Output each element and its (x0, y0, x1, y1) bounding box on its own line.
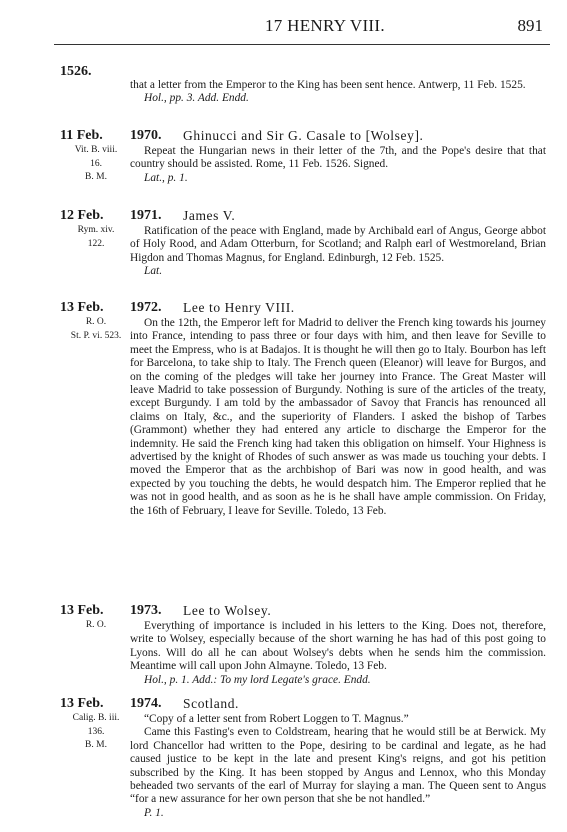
running-title: 17 HENRY VIII. (265, 16, 385, 35)
source-ref: Calig. B. iii. (72, 713, 120, 723)
source-ref: B. M. (85, 740, 107, 750)
entry-meta: Hol., pp. 3. Add. Endd. (144, 92, 249, 105)
entry-paragraph: Everything of importance is included in his letters to the King. Does not, therefore, write to Wolsey, especially because of the short warning he has had of this post going to Lyons. Will do all he can about Wolsey's debts when he sends him the commission. Meantime will call upon John Almayne. Toledo, 13 Feb. (130, 620, 546, 673)
source-ref: 136. (87, 726, 105, 737)
entry-body (130, 620, 546, 687)
entry-meta: Hol., p. 1. Add.: To my lord Legate's grace. Endd. (144, 673, 371, 686)
entry-heading: Scotland. (183, 696, 240, 711)
entry-heading: James V. (183, 208, 236, 223)
entry-paragraph: “Copy of a letter sent from Robert Loggen to T. Magnus.” (144, 713, 409, 725)
entry-body (130, 145, 546, 185)
source-ref: R. O. (85, 620, 107, 630)
entry-paragraph: Came this Fasting's even to Coldstream, hearing that he would still be at Berwick. My lord Chancellor had written to the Pope, desiring to be cardinal and legate, as he had caused justice to be kept in the late and present King's reigns, and got his petition subscribed by the King. It has been stopped by Angus and Lennox, who this Monday beheaded two servants of the earl of Murray for slaying a man. The Queen sent to Angus “for a new assurance for her own person that she be not handled.” (130, 726, 546, 806)
entry-heading: Lee to Wolsey. (183, 603, 272, 618)
entry-number: 1971. (130, 208, 162, 223)
entry-date: 13 Feb. (60, 603, 104, 618)
entry-date: 13 Feb. (60, 300, 104, 315)
entry-meta: P. 1. (144, 806, 164, 819)
entry-paragraph: Ratification of the peace with England, made by Archibald earl of Angus, George abbot of Holy Rood, and Adam Otterburn, for Scotland; and Ralph earl of Westmoreland, Brian Higdon and Thomas Magnus, for England. Edinburgh, 12 Feb. 1525. (130, 225, 546, 264)
source-ref: 16. (90, 158, 102, 169)
entry-number: 1973. (130, 603, 162, 618)
source-ref: Rym. xiv. (77, 225, 115, 235)
page-number: 891 (517, 16, 543, 35)
entry-body (130, 317, 546, 518)
entry-heading: Ghinucci and Sir G. Casale to [Wolsey]. (183, 128, 424, 143)
entry-number: 1972. (130, 300, 162, 315)
entry-number: 1970. (130, 128, 162, 143)
entry-date: 1526. (60, 64, 92, 79)
entry-source-margin (66, 619, 126, 633)
entry-source-margin (66, 224, 126, 251)
source-ref: 122. (87, 238, 105, 249)
entry-meta: Lat., p. 1. (144, 171, 188, 184)
source-ref: B. M. (85, 172, 107, 182)
entry-date: 12 Feb. (60, 208, 104, 223)
entry-paragraph: that a letter from the Emperor to the King has been sent hence. Antwerp, 11 Feb. 1525. (130, 79, 526, 91)
entry-source-margin (66, 144, 126, 185)
entry-paragraph: Repeat the Hungarian news in their letter of the 7th, and the Pope's desire that that country should be assisted. Rome, 11 Feb. 1526. Signed. (130, 145, 546, 171)
entry-source-margin (66, 712, 126, 753)
source-ref: St. P. vi. 523. (70, 330, 122, 341)
header-rule (54, 44, 550, 45)
entry-number: 1974. (130, 696, 162, 711)
entry-meta: Lat. (144, 265, 163, 278)
entry-date: 11 Feb. (60, 128, 103, 143)
entry-heading: Lee to Henry VIII. (183, 300, 295, 315)
page-header (0, 16, 567, 38)
entry-paragraph: On the 12th, the Emperor left for Madrid to deliver the French king towards his journey into France, intending to pass three or four days with him, and then leave for Seville to meet the Empress, who is at Badajos. It is thought he will then go to Italy. Bourbon has left for Barcelona, to take ship to Italy. The French queen (Eleanor) will leave for Burgos, and on the coming of the pledges will take her journey into France. The Great Master will leave Madrid to take possession of Burgundy. Nothing is sure of the articles of the treaty, except Burgundy. I am told by the ambassador of Savoy that Francis has renounced all claims on Italy, &c., and the superiority of Flanders. I asked the bishop of Tarbes (Grammont) whether they had entered any article to discharge the Emperor for the indemnity. He said the French king had taken this obligation on himself. Your Highness is advertised by the knight of Rhodes of such answer as was made us touching your debts. I moved the Emperor that as the archbishop of Bari was now in good health, and was expected by you touching the debts, he would despatch him. The Emperor replied that he was not in good health, and as soon as he is he shall have ample commission. On Friday, the 16th of February, I leave for Seville. Toledo, 13 Feb. (130, 317, 546, 517)
entry-body (130, 225, 546, 279)
entry-source-margin (66, 316, 126, 343)
entry-body (130, 79, 546, 106)
entry-date: 13 Feb. (60, 696, 104, 711)
entry-body (130, 713, 546, 820)
source-ref: R. O. (85, 317, 107, 327)
source-ref: Vit. B. viii. (74, 145, 118, 155)
